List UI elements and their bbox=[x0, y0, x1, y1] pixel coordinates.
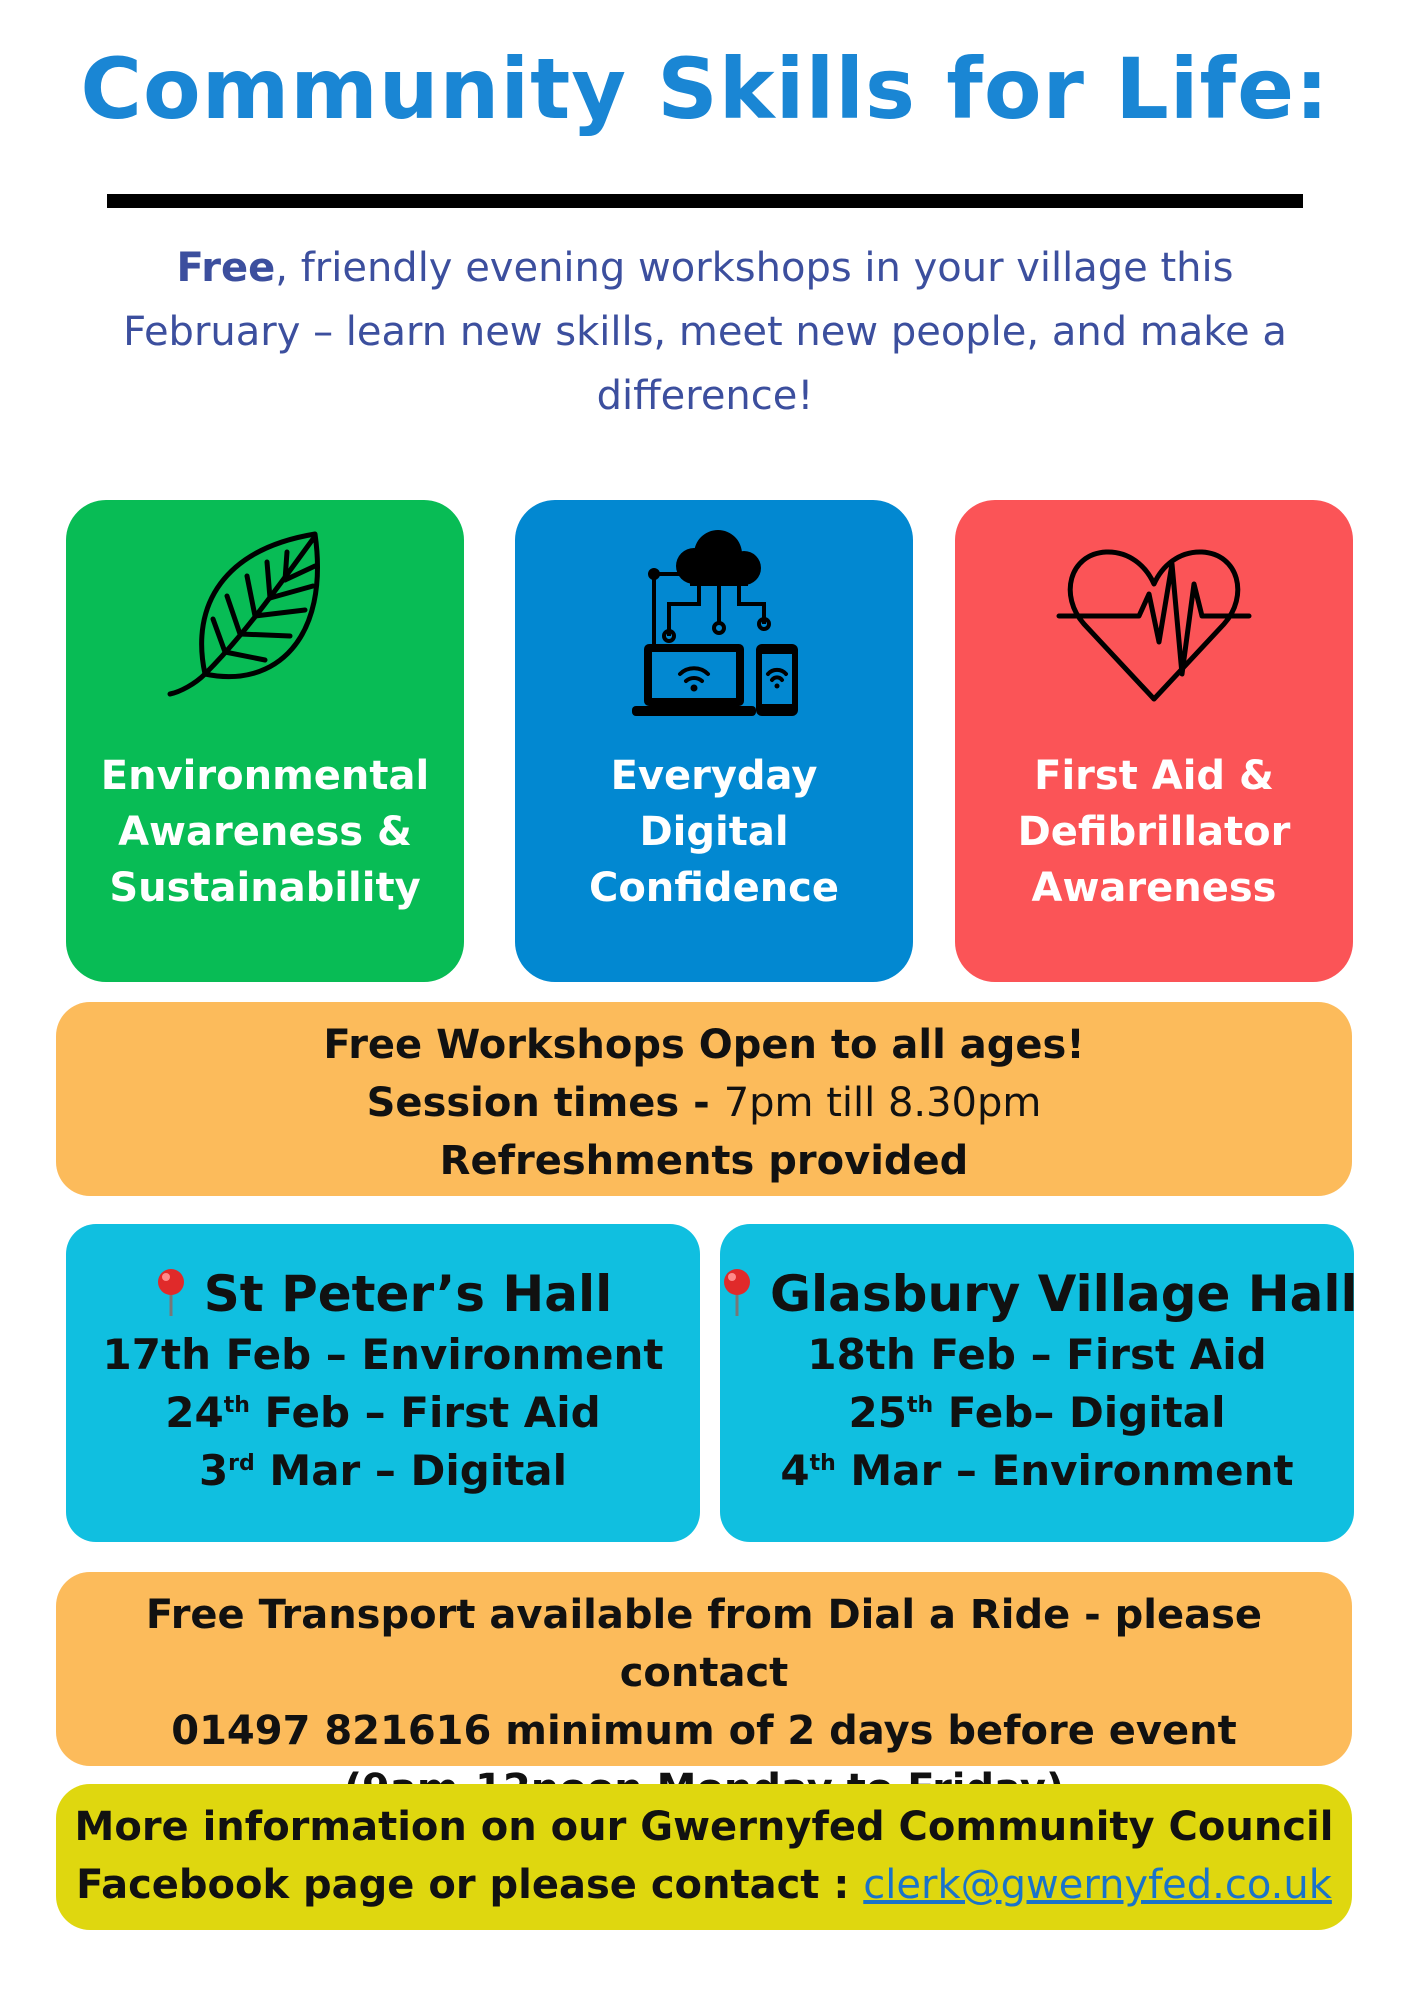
pushpin-icon bbox=[154, 1267, 188, 1317]
info-line-1: Free Workshops Open to all ages! bbox=[323, 1022, 1085, 1068]
card-digital bbox=[515, 500, 913, 982]
card-environment-label: Environmental Awareness & Sustainability bbox=[100, 753, 430, 911]
session-row: 24th Feb – First Aid bbox=[165, 1388, 601, 1437]
venue-name: St Peter’s Hall bbox=[66, 1262, 700, 1326]
transport-line-1: Free Transport available from Dial a Ride - please contact bbox=[145, 1592, 1263, 1696]
more-line-1: More information on our Gwernyfed Community Council bbox=[74, 1804, 1334, 1850]
card-digital-label: Everyday Digital Confidence bbox=[588, 753, 840, 911]
heartbeat-icon bbox=[1054, 524, 1254, 724]
session-row: 25th Feb– Digital bbox=[848, 1388, 1226, 1437]
session-row: 17th Feb – Environment bbox=[102, 1330, 664, 1379]
card-first-aid bbox=[955, 500, 1353, 982]
session-row: 4th Mar – Environment bbox=[780, 1446, 1294, 1495]
email-link[interactable]: clerk@gwernyfed.co.uk bbox=[863, 1862, 1332, 1908]
more-info-banner bbox=[56, 1784, 1352, 1930]
cloud-devices-icon bbox=[614, 524, 814, 724]
session-row: 18th Feb – First Aid bbox=[807, 1330, 1267, 1379]
transport-line-2: 01497 821616 minimum of 2 days before event bbox=[171, 1708, 1237, 1754]
title-divider bbox=[107, 194, 1303, 208]
more-line-2: Facebook page or please contact : clerk@gwernyfed.co.uk bbox=[76, 1862, 1332, 1908]
session-info-banner bbox=[56, 1002, 1352, 1196]
pushpin-icon bbox=[720, 1267, 754, 1317]
card-first-aid-label: First Aid & Defibrillator Awareness bbox=[1017, 753, 1291, 911]
session-row: 3rd Mar – Digital bbox=[198, 1446, 568, 1495]
venue-st-peters bbox=[66, 1224, 700, 1542]
intro-text bbox=[100, 236, 1310, 428]
card-environment bbox=[66, 500, 464, 982]
venue-glasbury bbox=[720, 1224, 1358, 1542]
leaf-icon bbox=[165, 524, 365, 724]
info-line-2: Session times - 7pm till 8.30pm bbox=[366, 1080, 1042, 1126]
transport-banner bbox=[56, 1572, 1352, 1766]
venue-name: Glasbury Village Hall bbox=[720, 1262, 1354, 1326]
info-line-3: Refreshments provided bbox=[439, 1138, 969, 1184]
intro-free: Free bbox=[176, 245, 276, 291]
page-title: Community Skills for Life: bbox=[80, 40, 1330, 138]
intro-body: , friendly evening workshops in your village this February – learn new skills, meet new people, and make a difference! bbox=[123, 245, 1287, 419]
